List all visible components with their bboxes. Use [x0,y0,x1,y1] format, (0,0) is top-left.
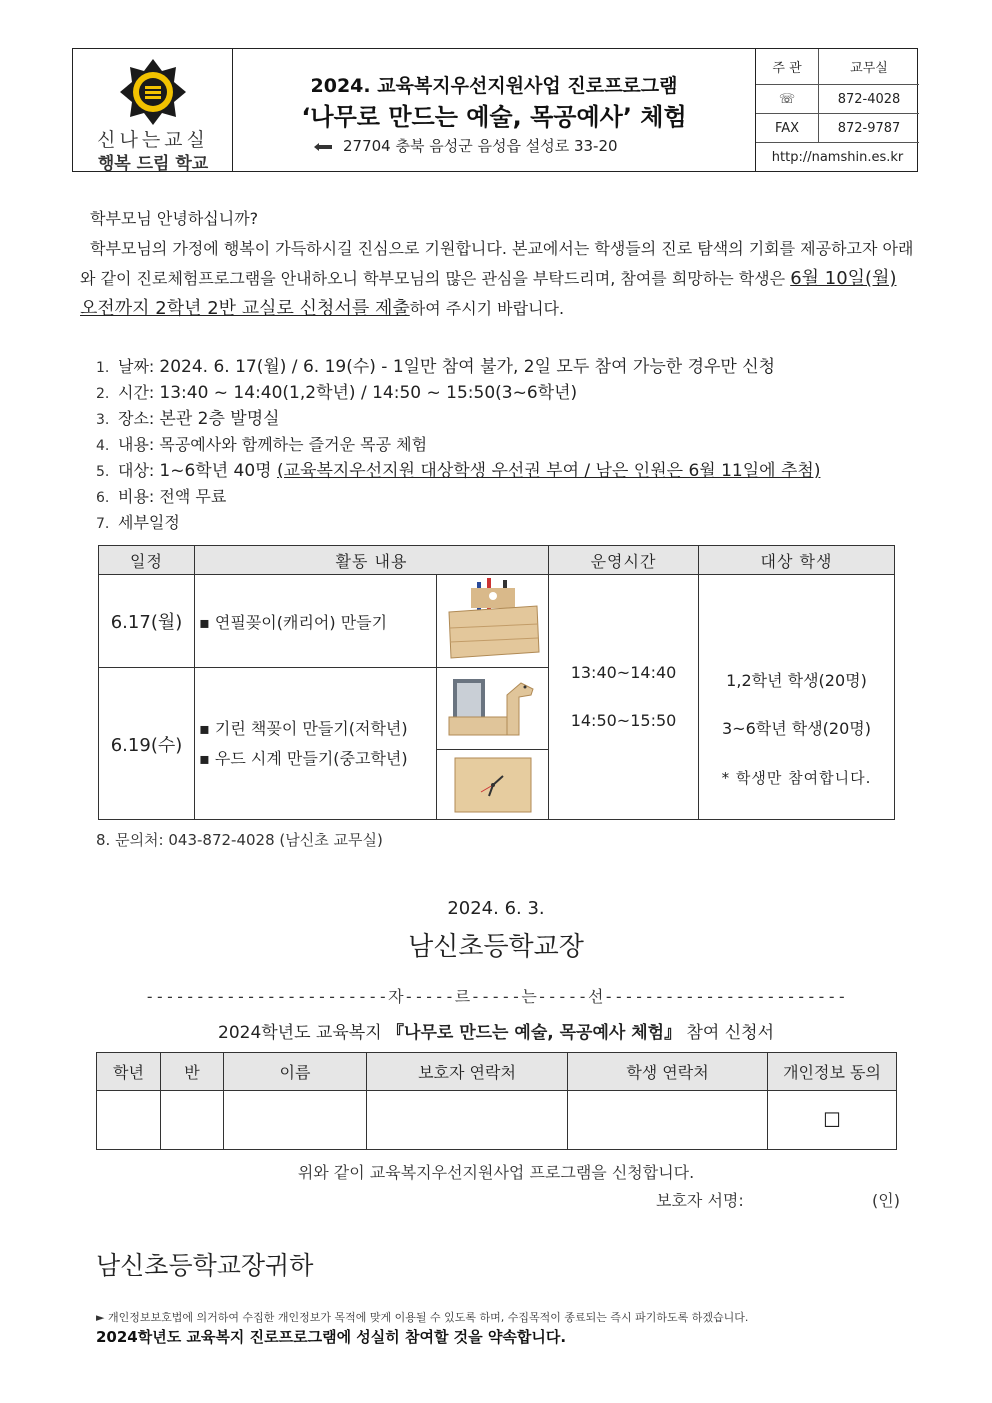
privacy-consent-checkbox[interactable]: ☐ [768,1091,897,1150]
logo-text-bottom: 행복 드림 학교 [97,154,209,174]
contact-key: 주 관 [756,49,819,85]
item-value: 1~6학년 40명 [159,461,277,481]
contact-phone: 872-4028 [819,85,920,114]
greeting-text: 학부모님 안녕하십니까? [90,209,259,228]
item-value: 13:40 ~ 14:40(1,2학년) / 14:50 ~ 15:50(3~6학년) [159,383,578,403]
contact-value: 교무실 [819,49,920,85]
greeting [80,204,916,234]
school-logo-cell [73,49,233,174]
col-header-student-contact: 학생 연락처 [568,1053,768,1091]
col-header-name: 이름 [224,1053,367,1091]
principal-title: 남신초등학교장 [408,932,584,962]
target-cell [699,575,895,820]
school-emblem-icon [118,57,188,127]
item-number: 6. [96,490,110,506]
intro-paragraph [80,234,916,324]
item-number: 3. [96,412,110,428]
form-title-post: 참여 신청서 [681,1023,774,1043]
col-header-target: 대상 학생 [699,546,895,575]
list-item-schedule [96,510,820,536]
item-value-emphasis: (교육복지우선지원 대상학생 우선권 부여 / 남은 인원은 6월 11일에 추첨) [276,461,821,481]
item-number: 1. [96,360,110,376]
contact-fax: 872-9787 [819,114,920,143]
addressee: 남신초등학교장귀하 [96,1251,314,1280]
list-item-cost [96,484,820,510]
list-item-target [96,458,820,484]
col-header-privacy-consent: 개인정보 동의 [768,1053,897,1091]
item-label: 비용: [118,487,160,506]
school-address [313,135,618,156]
item-label: 세부일정 [118,513,180,532]
application-statement: 위와 같이 교육복지우선지원사업 프로그램을 신청합니다. [297,1163,695,1182]
name-field[interactable] [224,1091,367,1150]
form-title-program: 『나무로 만드는 예술, 목공예사 체험』 [387,1023,682,1043]
target-slot: 1,2학년 학생(20명) [726,671,867,690]
guardian-signature-label: 보호자 서명: [656,1191,744,1210]
item-number: 5. [96,464,110,480]
inquiry: 8. 문의처: 043-872-4028 (남신초 교무실) [96,831,383,849]
phone-icon: ☏ [756,85,819,114]
list-item-content [96,432,820,458]
seal-mark: (인) [872,1191,900,1210]
letterhead [72,48,918,172]
contact-box [755,49,919,171]
issue-date: 2024. 6. 3. [447,898,545,919]
logo-text-top: 신나는교실 [97,129,209,151]
activity-day2 [195,668,437,820]
item-number: 2. [96,386,110,402]
list-item-place [96,406,820,432]
col-header-date: 일정 [99,546,195,575]
item-value: 본관 2층 발명실 [159,409,280,429]
giraffe-bookshelf-icon [441,673,545,745]
intro-text-end: 하여 주시기 바랍니다. [409,299,565,318]
pencil-holder-icon [441,578,545,664]
deadline-text: 6월 10일(월) 오전까지 2학년 2반 교실로 신청서를 제출 [80,268,897,319]
item-value: 2024. 6. 17(월) / 6. 19(수) - 1일만 참여 불가, 2일 모두 참여 가능한 경우만 신청 [159,357,776,377]
time-slot: 13:40~14:40 [570,663,677,682]
giraffe-bookshelf-image [437,668,549,750]
date-day2: 6.19(수) [99,668,195,820]
item-number: 7. [96,516,110,532]
target-slot: 3~6학년 학생(20명) [722,719,871,738]
item-label: 장소: [118,409,160,428]
title-cell [233,49,755,171]
col-header-time: 운영시간 [549,546,699,575]
schedule-table [98,545,895,820]
col-header-class: 반 [161,1053,224,1091]
col-header-activity: 활동 내용 [195,546,549,575]
info-list [96,354,820,536]
item-label: 시간: [118,383,160,402]
mail-icon [313,142,333,152]
program-subtitle: ‘나무로 만드는 예술, 목공예사’ 체험 [301,103,687,131]
activity-clock: ▪ 우드 시계 만들기(중고학년) [199,748,408,768]
guardian-contact-field[interactable] [367,1091,568,1150]
item-label: 날짜: [118,357,160,376]
item-value: 전액 무료 [159,487,227,506]
target-note: * 학생만 참여합니다. [721,769,872,787]
school-website[interactable]: http://namshin.es.kr [771,149,904,165]
student-contact-field[interactable] [568,1091,768,1150]
time-slot: 14:50~15:50 [570,711,677,730]
program-title: 2024. 교육복지우선지원사업 진로프로그램 [310,75,678,97]
address-text: 27704 충북 음성군 음성읍 설성로 33-20 [343,137,618,155]
activity-giraffe: ▪ 기린 책꽂이 만들기(저학년) [199,718,408,738]
wood-clock-image [437,750,549,820]
item-number: 4. [96,438,110,454]
class-field[interactable] [161,1091,224,1150]
activity-day1: ▪ 연필꽂이(캐리어) 만들기 [195,575,437,668]
cut-line: ------------------------자-----르-----는-----선------------------------ [144,987,848,1006]
time-cell [549,575,699,820]
item-label: 대상: [118,461,160,480]
pencil-holder-image [437,575,549,668]
col-header-grade: 학년 [97,1053,161,1091]
list-item-date [96,354,820,380]
form-title [0,1018,992,1043]
grade-field[interactable] [97,1091,161,1150]
contact-key: FAX [756,114,819,143]
col-header-guardian-contact: 보호자 연락처 [367,1053,568,1091]
participation-pledge: 2024학년도 교육복지 진로프로그램에 성실히 참여할 것을 약속합니다. [96,1328,567,1346]
privacy-notice: ► 개인정보보호법에 의거하여 수집한 개인정보가 목적에 맞게 이용될 수 있도록 하며, 수집목적이 종료되는 즉시 파기하도록 하겠습니다. [96,1311,749,1324]
application-table [96,1052,897,1150]
form-title-pre: 2024학년도 교육복지 [218,1023,388,1043]
item-label: 내용: [118,435,160,454]
date-day1: 6.17(월) [99,575,195,668]
intro-text: 학부모님의 가정에 행복이 가득하시길 진심으로 기원합니다. 본교에서는 학생들의 진로 탐색의 기회를 제공하고자 아래와 같이 진로체험프로그램을 안내하오니 학부모님의 많은 관심을 부탁드리며, 참여를 희망하는 학생은 [80,239,914,288]
item-value: 목공예사와 함께하는 즐거운 목공 체험 [159,435,428,454]
wood-clock-icon [451,754,535,816]
list-item-time [96,380,820,406]
